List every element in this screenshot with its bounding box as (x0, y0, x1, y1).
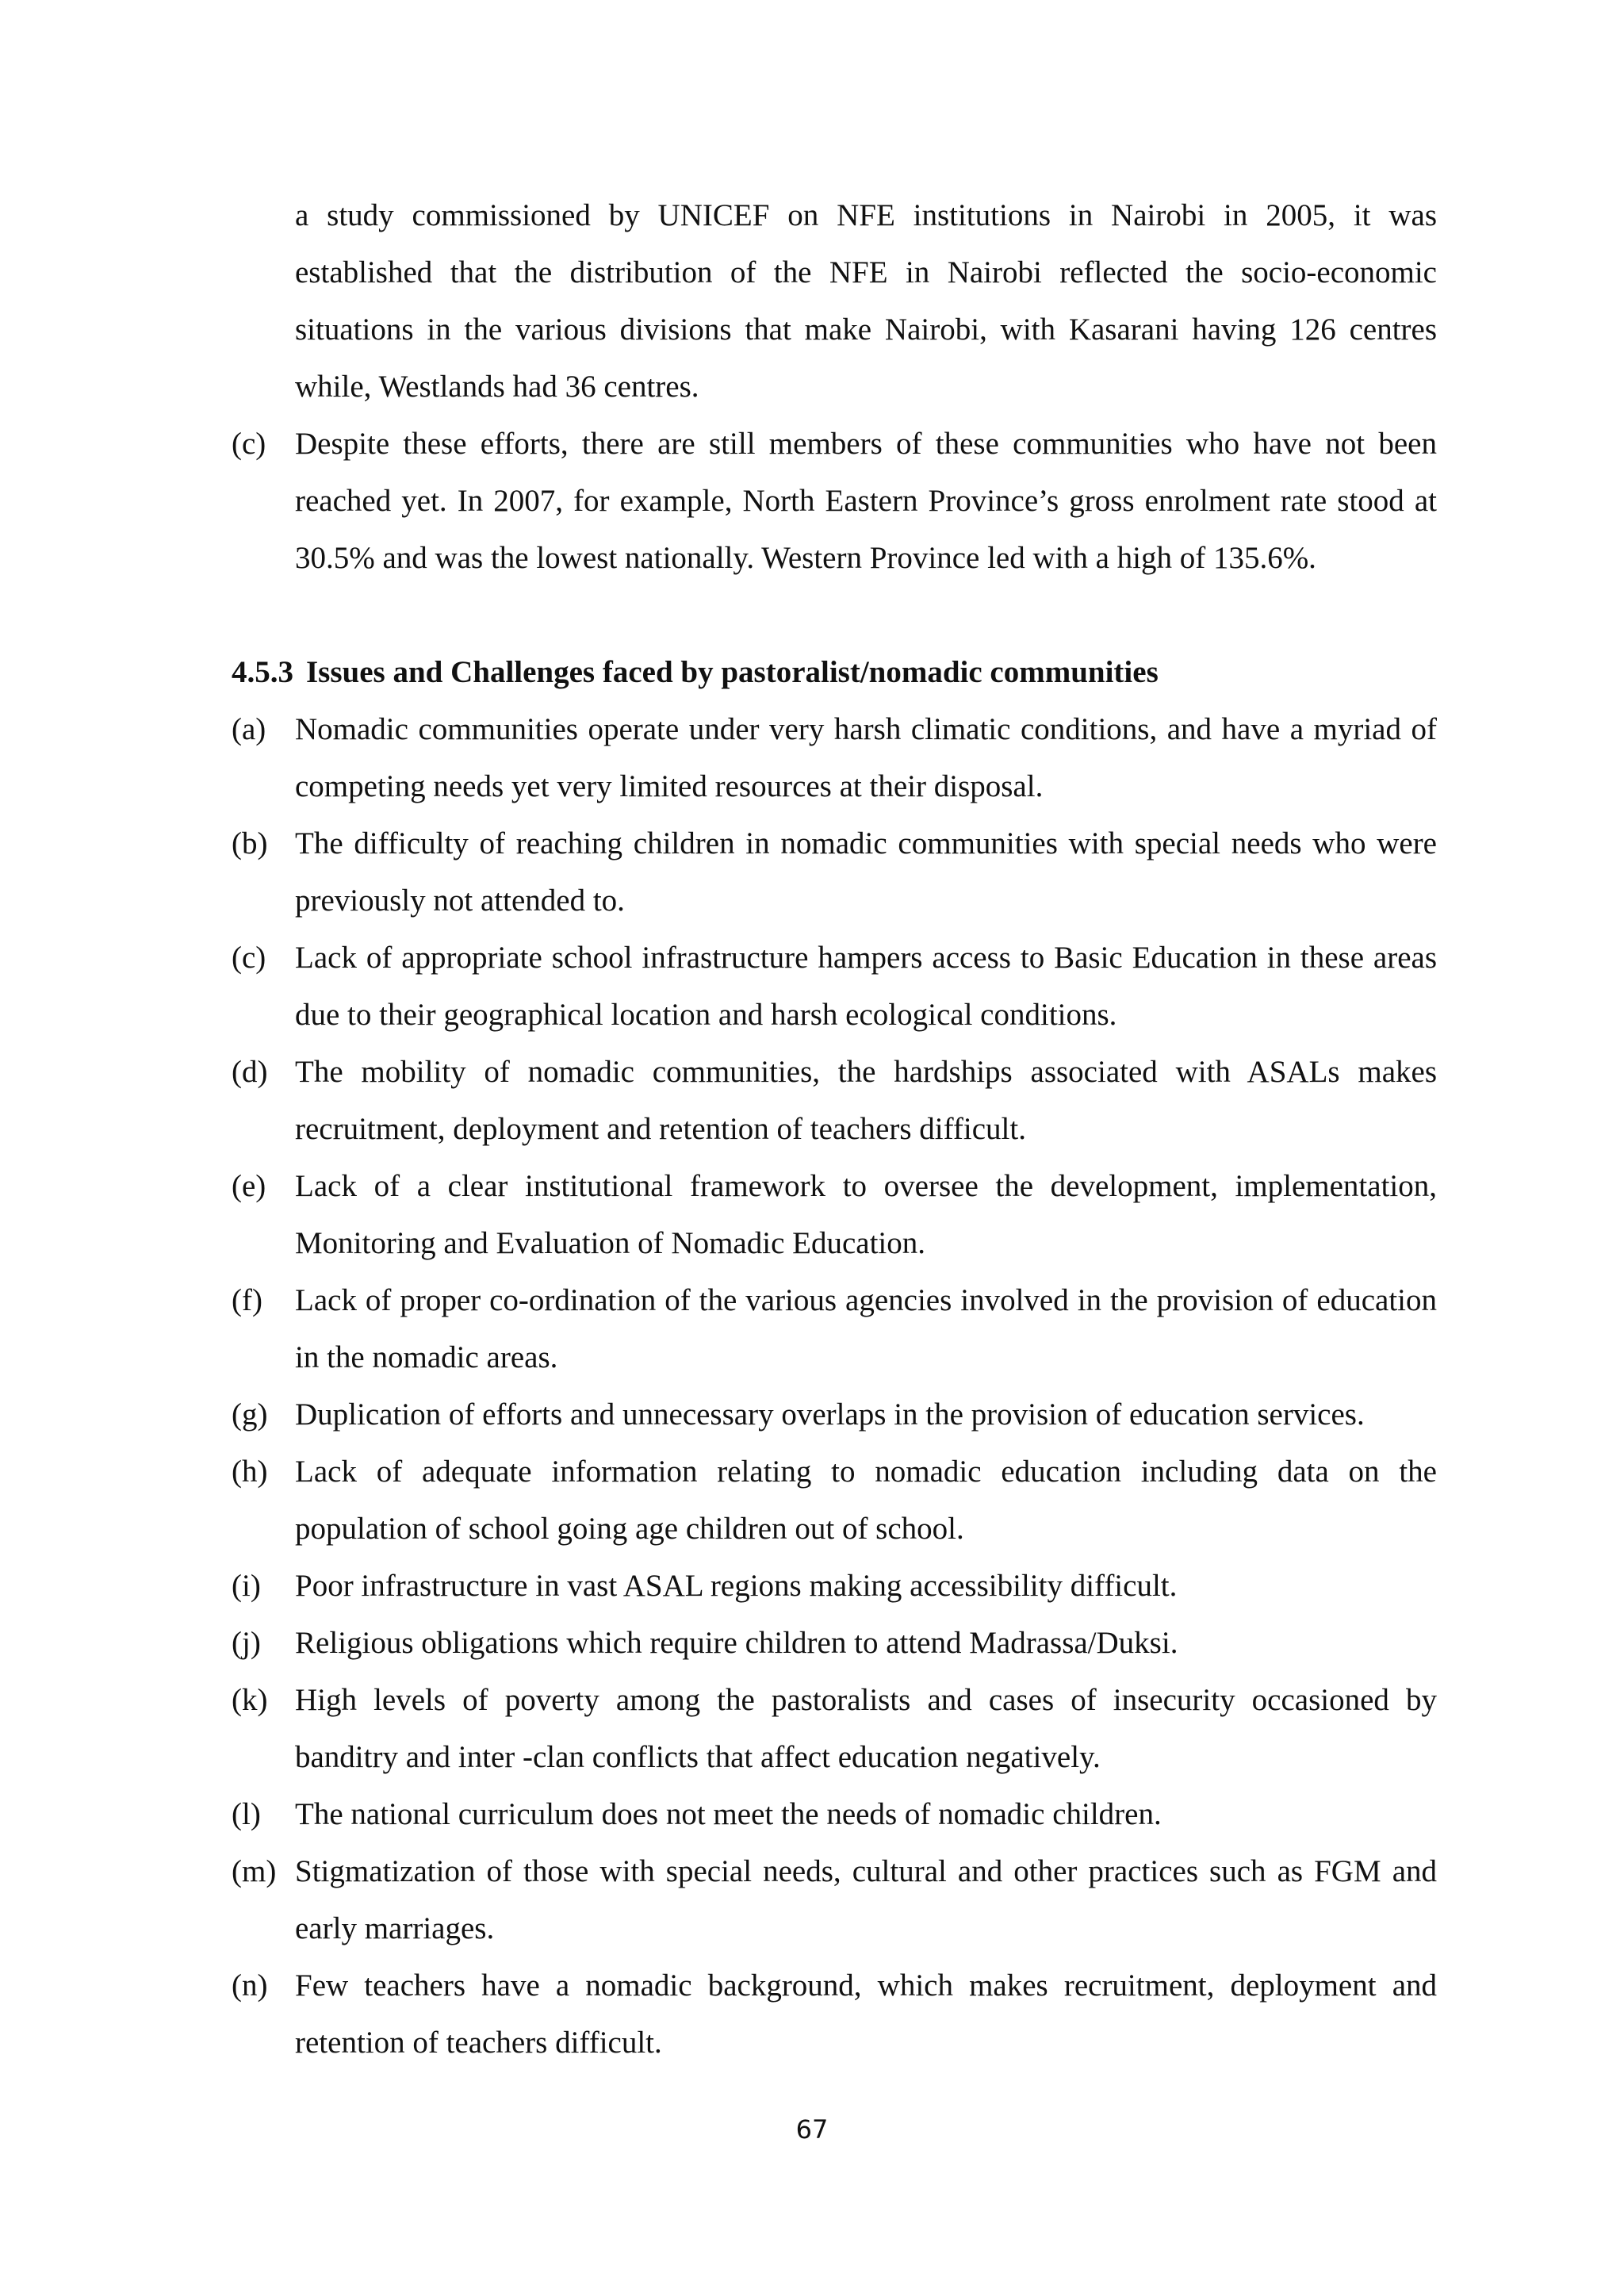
list-item-text: High levels of poverty among the pastoralists and cases of insecurity occasioned by banditry and inter -clan conflicts that affect education negatively. (295, 1683, 1437, 1774)
list-item (232, 1044, 1437, 1158)
list-item (232, 1786, 1437, 1843)
list-item-text: Poor infrastructure in vast ASAL regions making accessibility difficult. (295, 1569, 1178, 1603)
section-number: 4.5.3 (232, 655, 293, 689)
section-heading (232, 644, 1437, 701)
list-item (232, 1957, 1437, 2072)
list-item-label: (l) (232, 1797, 261, 1831)
list-item (232, 815, 1437, 930)
list-item (232, 701, 1437, 815)
list-item (232, 930, 1437, 1044)
list-item-text: Nomadic communities operate under very harsh climatic conditions, and have a myriad of competing needs yet very limited resources at their disposal. (295, 712, 1437, 803)
section-title: Issues and Challenges faced by pastoralist/nomadic communities (306, 655, 1159, 689)
list-item (232, 1443, 1437, 1558)
list-item-label: (d) (232, 1055, 268, 1089)
list-item-label: (c) (232, 427, 266, 461)
continuation-paragraph (232, 187, 1437, 416)
continuation-text: a study commissioned by UNICEF on NFE institutions in Nairobi in 2005, it was established that the distribution of the NFE in Nairobi reflected the socio-economic situations in the various divisions that make Nairobi, with Kasarani having 126 centres while, Westlands had 36 centres. (295, 198, 1437, 404)
list-item-text: The mobility of nomadic communities, the hardships associated with ASALs makes recruitment, deployment and retention of teachers difficult. (295, 1055, 1437, 1146)
list-item-label: (a) (232, 712, 266, 746)
list-item (232, 1672, 1437, 1786)
list-item (232, 1558, 1437, 1615)
list-item-label: (c) (232, 941, 266, 975)
list-item-text: Lack of appropriate school infrastructure hampers access to Basic Education in these areas due to their geographical location and harsh ecological conditions. (295, 941, 1437, 1032)
list-item-text: Lack of a clear institutional framework to oversee the development, implementation, Monitoring and Evaluation of Nomadic Education. (295, 1169, 1437, 1260)
list-item-label: (f) (232, 1283, 262, 1317)
list-item-text: The difficulty of reaching children in nomadic communities with special needs who were previously not attended to. (295, 826, 1437, 918)
list-item-label: (g) (232, 1397, 268, 1432)
list-item-label: (j) (232, 1626, 261, 1660)
list-item (232, 1615, 1437, 1672)
list-item (232, 1158, 1437, 1272)
list-item-text: Despite these efforts, there are still members of these communities who have not been reached yet. In 2007, for example, North Eastern Province’s gross enrolment rate stood at 30.5% and was the lowest nationally. Western Province led with a high of 135.6%. (295, 427, 1437, 575)
list-item (232, 1843, 1437, 1957)
list-item-text: Lack of adequate information relating to nomadic education including data on the population of school going age children out of school. (295, 1455, 1437, 1546)
list-item-text: Few teachers have a nomadic background, which makes recruitment, deployment and retention of teachers difficult. (295, 1968, 1437, 2060)
list-item-label: (b) (232, 826, 268, 861)
list-item-label: (m) (232, 1854, 277, 1888)
list-item-text: Lack of proper co-ordination of the various agencies involved in the provision of education in the nomadic areas. (295, 1283, 1437, 1374)
list-item-label: (h) (232, 1455, 268, 1489)
list-item-label: (k) (232, 1683, 268, 1717)
list-item (232, 1386, 1437, 1443)
list-item (232, 1272, 1437, 1386)
list-item-text: The national curriculum does not meet the needs of nomadic children. (295, 1797, 1162, 1831)
page-content (232, 187, 1437, 2072)
list-item-text: Religious obligations which require children to attend Madrassa/Duksi. (295, 1626, 1178, 1660)
list-item-text: Duplication of efforts and unnecessary overlaps in the provision of education services. (295, 1397, 1365, 1432)
list-item-text: Stigmatization of those with special needs, cultural and other practices such as FGM and early marriages. (295, 1854, 1437, 1945)
list-item-label: (e) (232, 1169, 266, 1203)
list-item-label: (i) (232, 1569, 261, 1603)
page-number: 67 (795, 2114, 829, 2145)
list-item (232, 416, 1437, 587)
list-item-label: (n) (232, 1968, 268, 2003)
